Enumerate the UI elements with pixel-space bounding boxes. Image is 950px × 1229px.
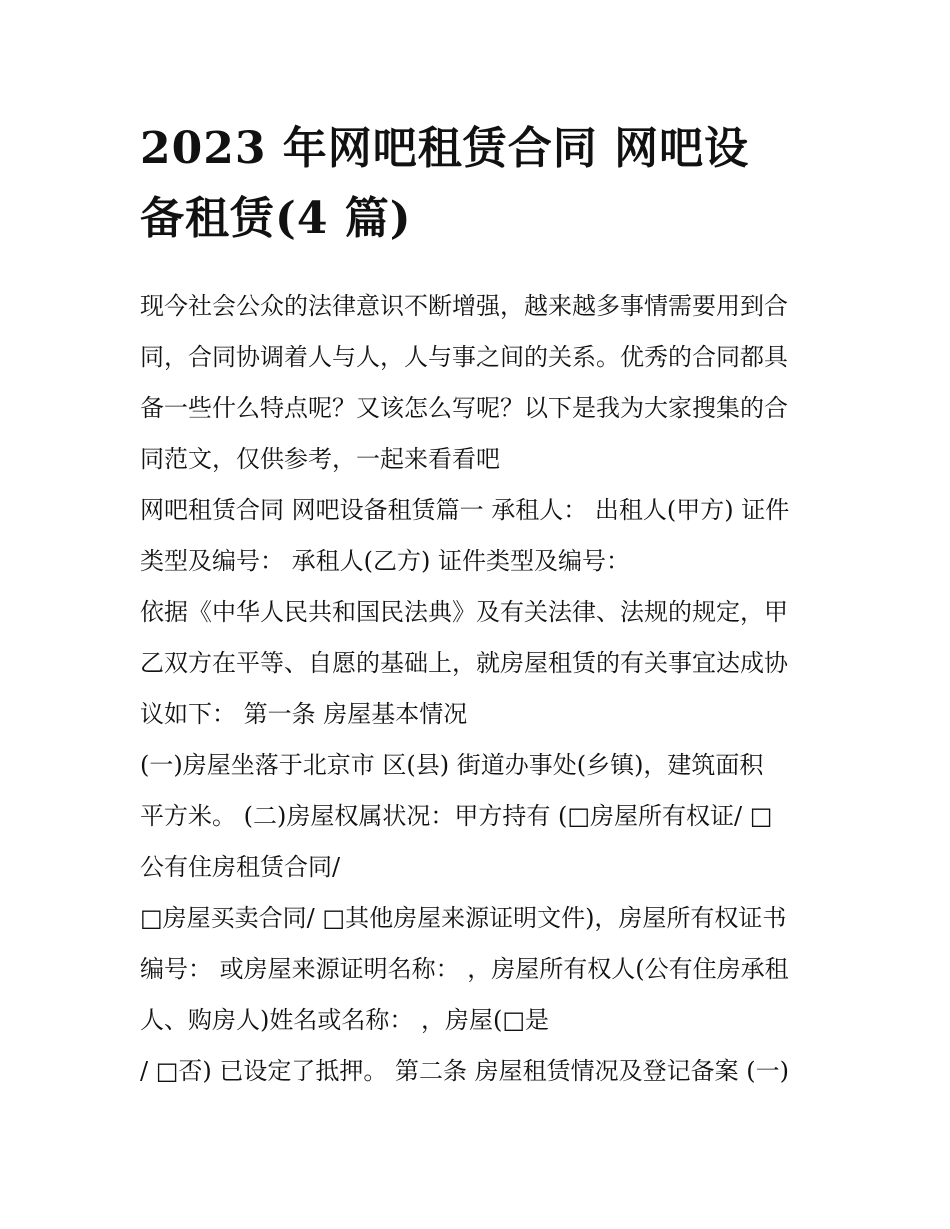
body-line: □房屋买卖合同/ □其他房屋来源证明文件)，房屋所有权证书	[140, 904, 787, 932]
body-line: 议如下： 第一条 房屋基本情况	[140, 700, 468, 728]
title-line-2: 备租赁(4 篇)	[140, 193, 412, 244]
body-line: 编号： 或房屋来源证明名称： ，房屋所有权人(公有住房承租	[140, 955, 789, 983]
document-title	[140, 114, 820, 254]
body-line: 同，合同协调着人与人，人与事之间的关系。优秀的合同都具	[140, 343, 788, 371]
body-line: 现今社会公众的法律意识不断增强，越来越多事情需要用到合	[140, 292, 788, 320]
intro-paragraph	[140, 281, 820, 485]
body-line: (一)房屋坐落于北京市 区(县) 街道办事处(乡镇)，建筑面积	[140, 751, 764, 779]
body-line: 乙双方在平等、自愿的基础上，就房屋租赁的有关事宜达成协	[140, 649, 788, 677]
body-line: 公有住房租赁合同/	[140, 853, 341, 881]
basis-paragraph	[140, 587, 820, 740]
body-line: 人、购房人)姓名或名称： ，房屋(□是	[140, 1006, 550, 1034]
body-line: / □否) 已设定了抵押。 第二条 房屋租赁情况及登记备案 (一)	[140, 1057, 789, 1085]
title-line-1: 2023 年网吧租赁合同 网吧设	[140, 123, 750, 174]
body-line: 网吧租赁合同 网吧设备租赁篇一 承租人： 出租人(甲方) 证件	[140, 496, 790, 524]
body-line: 平方米。 (二)房屋权属状况：甲方持有 (□房屋所有权证/ □	[140, 802, 773, 830]
body-line: 同范文，仅供参考，一起来看看吧	[140, 445, 500, 473]
parties-paragraph	[140, 485, 820, 587]
body-line: 依据《中华人民共和国民法典》及有关法律、法规的规定，甲	[140, 598, 788, 626]
mortgage-paragraph	[140, 1046, 820, 1097]
document-body	[140, 281, 820, 1097]
body-line: 备一些什么特点呢？又该怎么写呢？以下是我为大家搜集的合	[140, 394, 788, 422]
ownership-paragraph	[140, 893, 820, 1046]
body-line: 类型及编号： 承租人(乙方) 证件类型及编号：	[140, 547, 630, 575]
property-paragraph	[140, 740, 820, 893]
